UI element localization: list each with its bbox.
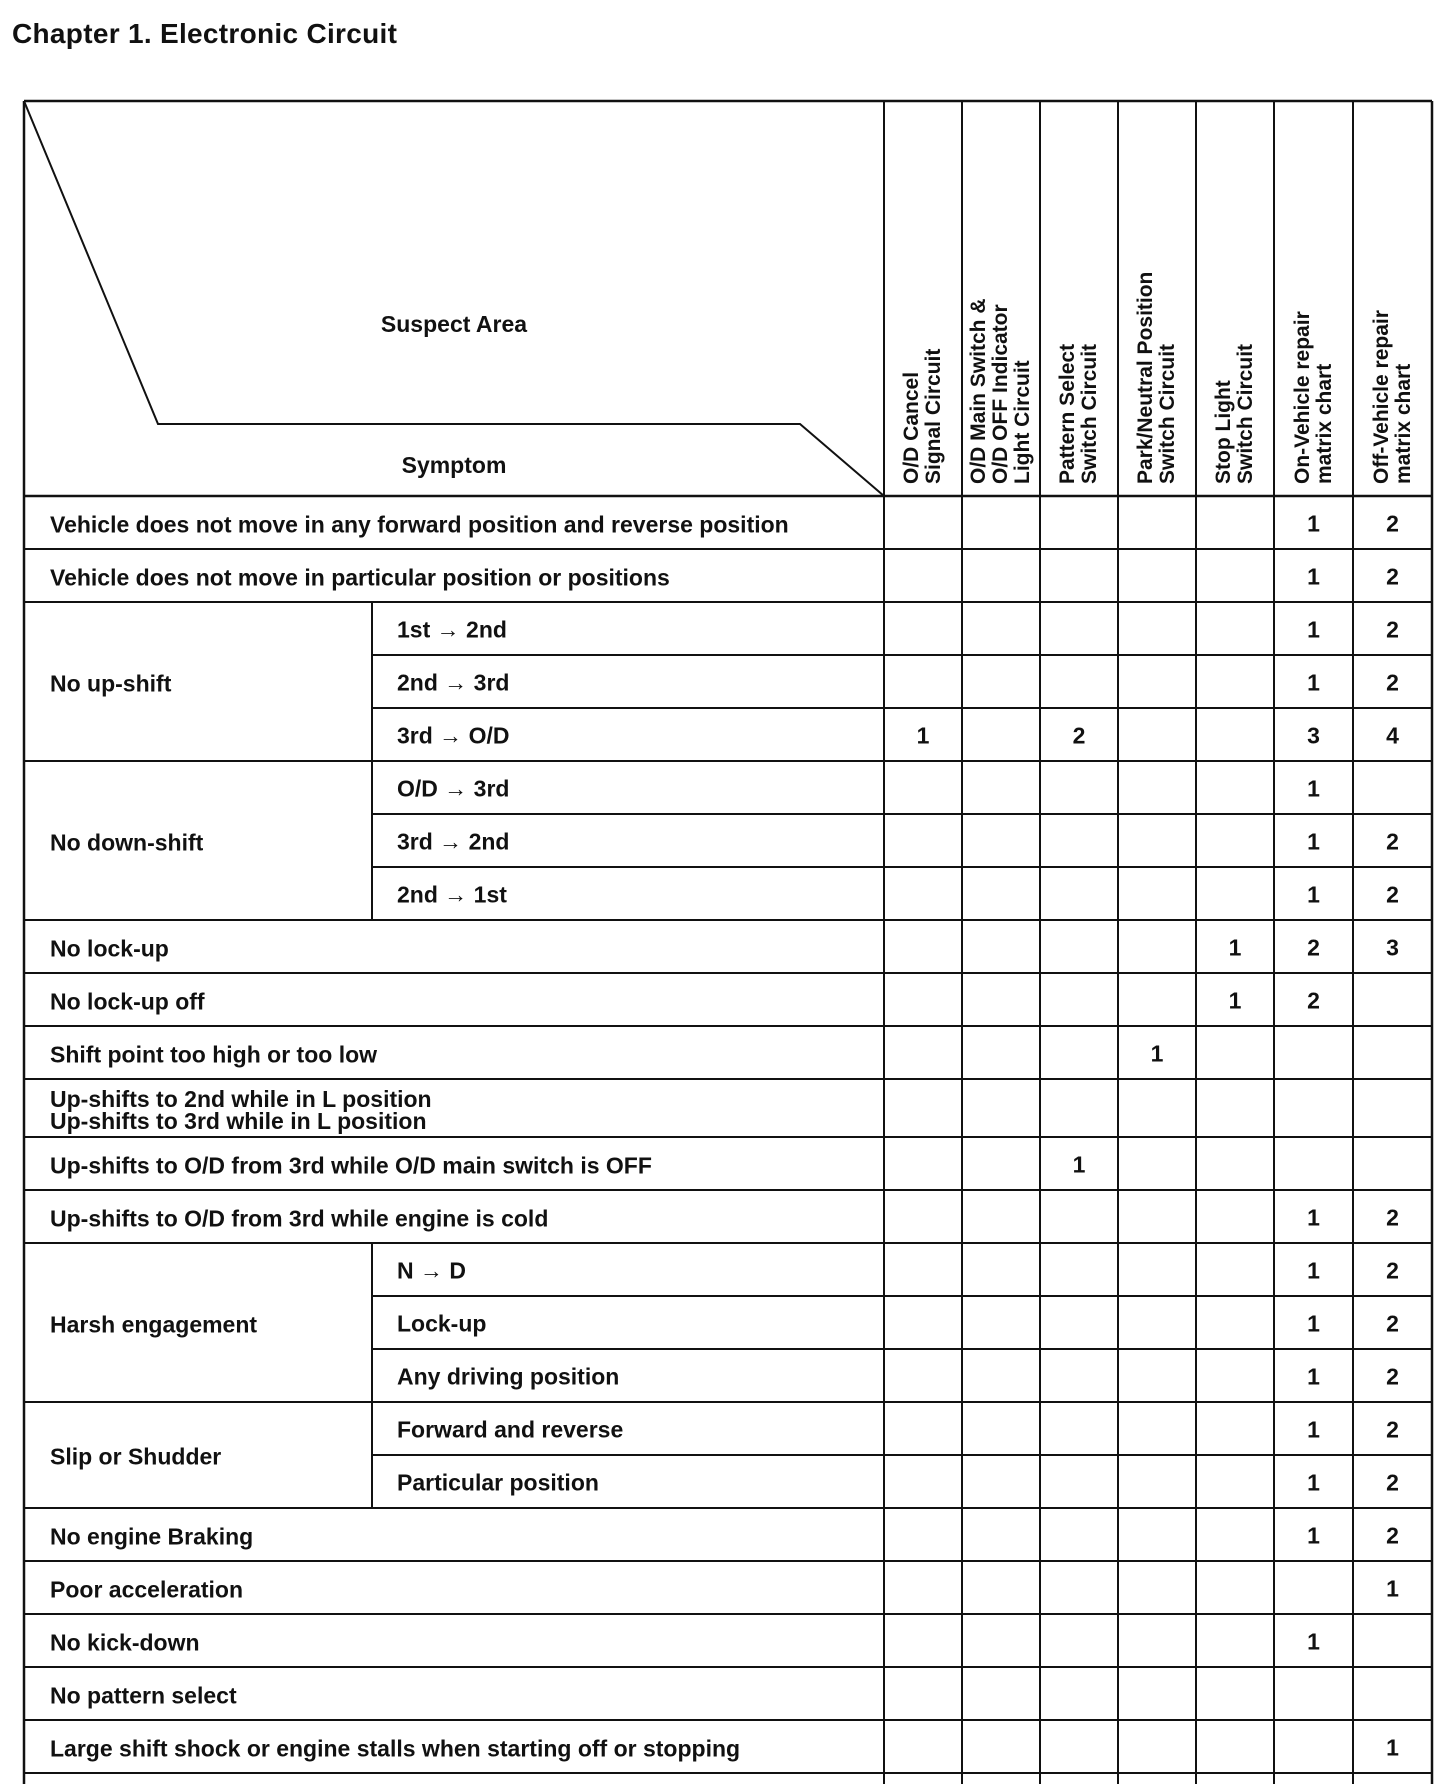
priority-number: 1 (1307, 1310, 1320, 1336)
symptom-label: No engine Braking (50, 1523, 254, 1549)
priority-number: 2 (1307, 934, 1320, 960)
column-header-line: Switch Circuit (1078, 343, 1101, 484)
symptom-label: Symptom (401, 452, 507, 478)
column-header-line: O/D OFF Indicator (989, 304, 1012, 484)
priority-number: 1 (1072, 1151, 1086, 1177)
symptom-label: Large shift shock or engine stalls when starting off or stopping (50, 1735, 741, 1761)
sub-condition-label: N → D (397, 1257, 466, 1283)
column-header-0 (901, 349, 945, 484)
page-title: Chapter 1. Electronic Circuit (12, 18, 398, 49)
priority-number: 2 (1072, 722, 1086, 748)
column-header-2 (1057, 344, 1101, 484)
symptom-label: Shift point too high or too low (50, 1041, 378, 1067)
column-header-line: matrix chart (1391, 363, 1415, 484)
priority-number: 2 (1386, 1469, 1399, 1495)
symptom-label: No down-shift (50, 829, 204, 855)
column-header-line: Switch Circuit (1156, 343, 1179, 484)
symptom-label: Harsh engagement (50, 1311, 258, 1337)
column-header-line: Pattern Select (1056, 343, 1079, 484)
symptom-label: Slip or Shudder (50, 1443, 222, 1470)
column-header-line: O/D Cancel (900, 371, 923, 484)
symptom-label: No pattern select (50, 1682, 237, 1708)
priority-number: 4 (1386, 722, 1399, 748)
symptom-label: Vehicle does not move in particular position or positions (50, 564, 670, 590)
priority-number: 3 (1307, 722, 1320, 748)
priority-number: 1 (1307, 881, 1320, 907)
priority-number: 1 (1307, 775, 1320, 801)
priority-number: 2 (1307, 987, 1320, 1013)
priority-number: 1 (1307, 616, 1320, 642)
priority-number: 1 (1307, 669, 1320, 695)
sub-condition-label: Particular position (397, 1469, 599, 1495)
priority-number: 3 (1386, 934, 1399, 960)
priority-number: 2 (1386, 669, 1399, 695)
sub-condition-label: 2nd → 1st (397, 881, 507, 907)
priority-number: 1 (1150, 1040, 1164, 1066)
priority-number: 2 (1386, 616, 1399, 642)
priority-number: 1 (1386, 1575, 1399, 1601)
header-diagonal (24, 101, 884, 496)
column-header-line: On-Vehicle repair (1290, 311, 1314, 484)
priority-number: 2 (1386, 828, 1399, 854)
column-header-6 (1371, 310, 1415, 484)
priority-number: 2 (1386, 1204, 1399, 1230)
sub-condition-label: 1st → 2nd (397, 616, 507, 642)
suspect-area-label: Suspect Area (380, 311, 528, 337)
priority-number: 1 (1307, 1257, 1320, 1283)
column-header-line: Park/Neutral Position (1134, 271, 1157, 484)
priority-number: 1 (1307, 1628, 1320, 1654)
priority-number: 1 (1228, 934, 1242, 960)
priority-number: 2 (1386, 563, 1399, 589)
priority-number: 2 (1386, 1363, 1399, 1389)
column-header-1 (968, 298, 1034, 484)
column-header-5 (1292, 311, 1336, 484)
priority-number: 2 (1386, 510, 1399, 536)
sub-condition-label: Forward and reverse (397, 1416, 624, 1442)
priority-number: 1 (1307, 1522, 1320, 1548)
column-header-line: Off-Vehicle repair (1369, 310, 1393, 484)
column-header-line: matrix chart (1312, 363, 1336, 484)
priority-number: 2 (1386, 1310, 1399, 1336)
column-header-line: O/D Main Switch & (967, 298, 990, 484)
priority-number: 1 (1307, 563, 1320, 589)
column-header-3 (1135, 272, 1179, 484)
sub-condition-label: Lock-up (397, 1310, 487, 1336)
symptom-label: Up-shifts to O/D from 3rd while engine is cold (50, 1205, 549, 1231)
symptom-label: No up-shift (50, 670, 172, 696)
column-header-line: Signal Circuit (922, 348, 945, 484)
column-header-4 (1213, 344, 1257, 484)
symptom-label: Up-shifts to O/D from 3rd while O/D main switch is OFF (50, 1152, 652, 1178)
priority-number: 2 (1386, 881, 1399, 907)
priority-number: 2 (1386, 1416, 1399, 1442)
sub-condition-label: Any driving position (397, 1363, 620, 1389)
priority-number: 1 (1307, 828, 1320, 854)
sub-condition-label: 3rd → O/D (397, 722, 510, 748)
priority-number: 1 (1386, 1734, 1399, 1760)
priority-number: 1 (916, 722, 930, 748)
column-header-line: Light Circuit (1011, 360, 1034, 484)
column-header-line: Switch Circuit (1234, 343, 1257, 484)
symptom-label: Poor acceleration (50, 1576, 244, 1602)
sub-condition-label: 3rd → 2nd (397, 828, 510, 854)
symptom-label: Up-shifts to 2nd while in L position Up-shifts to 3rd while in L position (50, 1086, 432, 1134)
sub-condition-label: 2nd → 3rd (397, 669, 510, 695)
symptom-label: Vehicle does not move in any forward position and reverse position (50, 511, 789, 537)
priority-number: 1 (1307, 1416, 1320, 1442)
priority-number: 2 (1386, 1257, 1399, 1283)
sub-condition-label: O/D → 3rd (397, 775, 510, 801)
symptom-label: No lock-up (50, 935, 169, 961)
priority-number: 1 (1307, 1204, 1320, 1230)
symptom-label: No lock-up off (50, 988, 205, 1014)
column-header-line: Stop Light (1212, 380, 1235, 484)
priority-number: 2 (1386, 1522, 1399, 1548)
priority-number: 1 (1228, 987, 1242, 1013)
priority-number: 1 (1307, 1469, 1320, 1495)
priority-number: 1 (1307, 510, 1320, 536)
priority-number: 1 (1307, 1363, 1320, 1389)
symptom-label: No kick-down (50, 1629, 200, 1655)
